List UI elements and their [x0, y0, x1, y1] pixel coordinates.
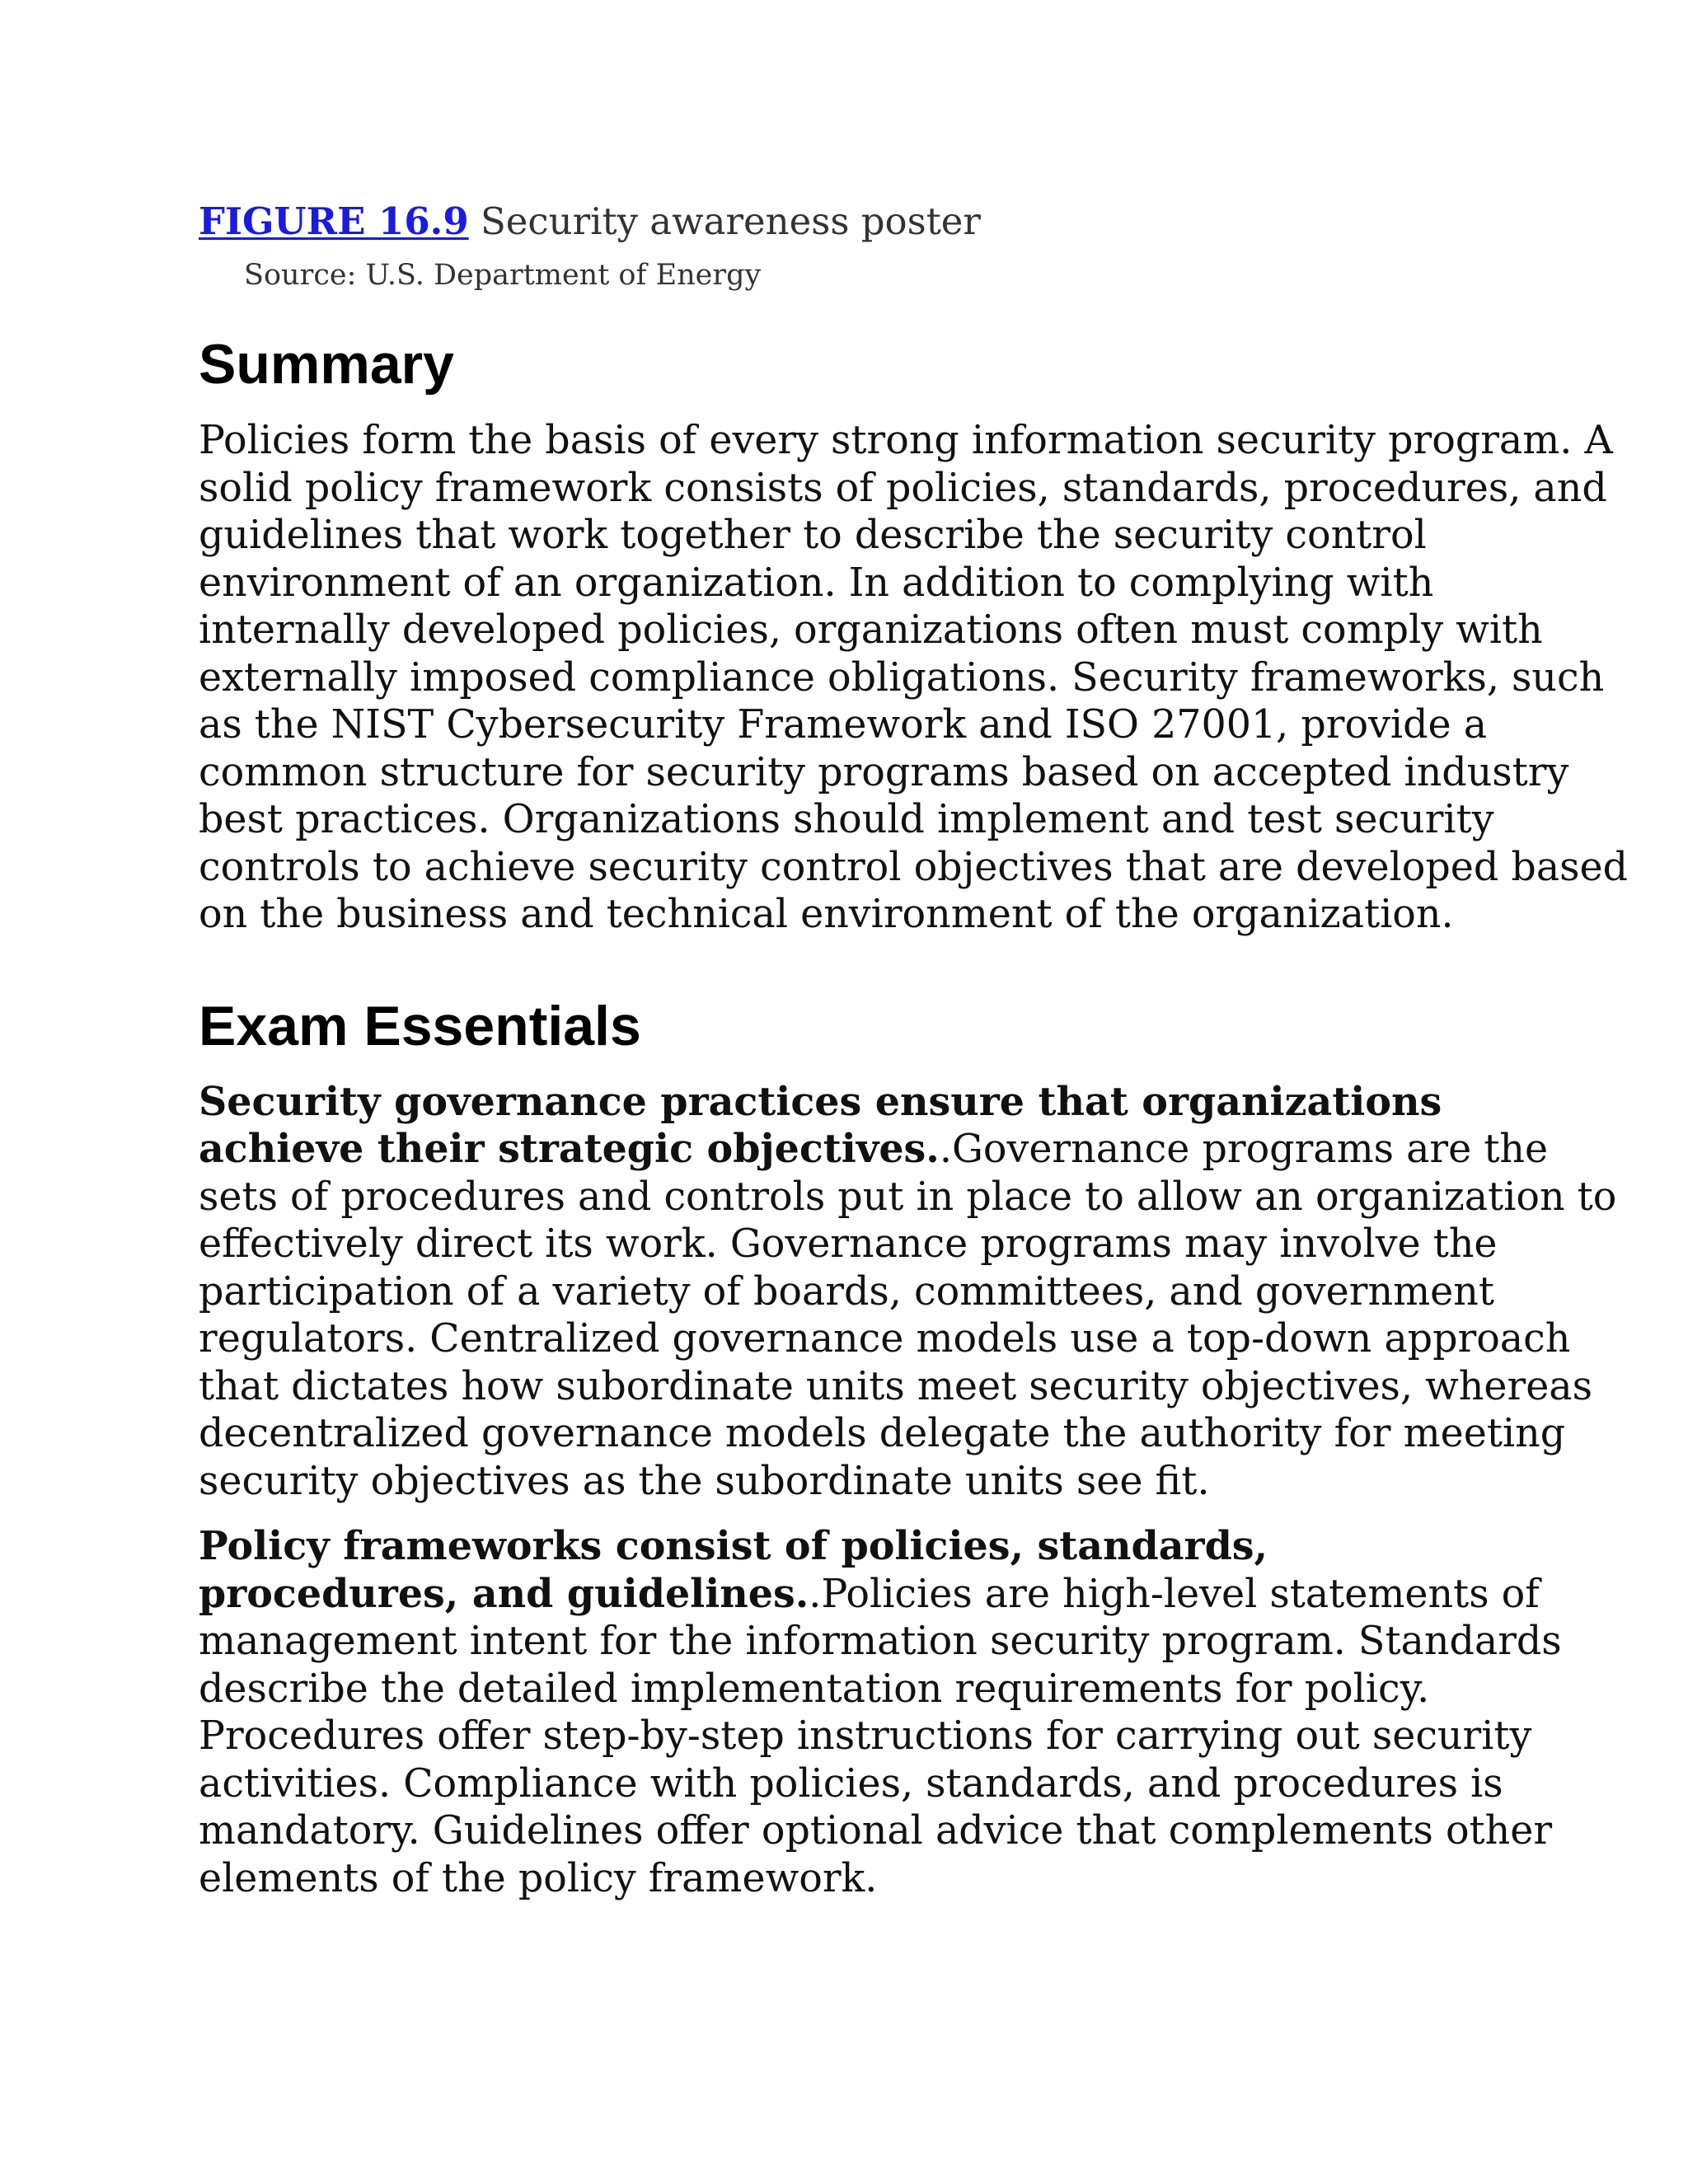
summary-line: as the NIST Cybersecurity Framework and ISO 27001, provide a	[199, 702, 1488, 748]
essential-line	[199, 1126, 1549, 1174]
essential-line: elements of the policy framework.	[199, 1855, 878, 1901]
essential-text: .Governance programs are the	[939, 1127, 1549, 1172]
essential-line: Procedures offer step-by-step instructions for carrying out security	[199, 1713, 1532, 1759]
summary-line: best practices. Organizations should implement and test security	[199, 797, 1494, 842]
essential-line: decentralized governance models delegate the authority for meeting	[199, 1411, 1566, 1456]
essential-line: mandatory. Guidelines offer optional advice that complements other	[199, 1808, 1553, 1854]
summary-line: solid policy framework consists of policies, standards, procedures, and	[199, 465, 1607, 511]
figure-title: Security awareness poster	[468, 199, 981, 243]
essential-line: that dictates how subordinate units meet security objectives, whereas	[199, 1363, 1593, 1409]
summary-paragraph	[199, 417, 1629, 939]
essential-line: activities. Compliance with policies, standards, and procedures is	[199, 1760, 1503, 1807]
essential-line: regulators. Centralized governance models use a top-down approach	[199, 1316, 1571, 1361]
exam-essentials-heading: Exam Essentials	[199, 994, 641, 1057]
document-page	[199, 194, 1629, 1902]
essential-governance	[199, 1078, 1617, 1506]
summary-line: internally developed policies, organizations often must comply with	[199, 607, 1543, 653]
figure-link[interactable]: FIGURE 16.9	[199, 199, 469, 243]
summary-line: controls to achieve security control objectives that are developed based	[199, 844, 1629, 890]
summary-line: environment of an organization. In addition to complying with	[199, 560, 1434, 606]
essential-line: security objectives as the subordinate units see fit.	[199, 1458, 1210, 1504]
essential-line: sets of procedures and controls put in place to allow an organization to	[199, 1174, 1617, 1220]
essential-policy-frameworks	[199, 1523, 1562, 1902]
essential-line	[199, 1570, 1540, 1619]
summary-line: Policies form the basis of every strong information security program. A	[199, 418, 1613, 463]
essential-title: procedures, and guidelines.	[199, 1570, 809, 1617]
essential-line: management intent for the information security program. Standards	[199, 1619, 1562, 1664]
summary-line: externally imposed compliance obligations. Security frameworks, such	[199, 654, 1605, 701]
summary-line: common structure for security programs based on accepted industry	[199, 749, 1569, 795]
summary-line: on the business and technical environment of the organization.	[199, 892, 1454, 937]
summary-heading: Summary	[199, 333, 454, 396]
summary-line: guidelines that work together to describe the security control	[199, 513, 1427, 558]
essential-title: Security governance practices ensure that organizations	[199, 1078, 1442, 1125]
essential-title: achieve their strategic objectives.	[199, 1126, 940, 1172]
essential-line: participation of a variety of boards, committees, and government	[199, 1268, 1494, 1315]
figure-source: Source: U.S. Department of Energy	[244, 259, 762, 292]
essential-line: effectively direct its work. Governance programs may involve the	[199, 1221, 1498, 1267]
essential-line: describe the detailed implementation requirements for policy.	[199, 1666, 1430, 1712]
figure-caption	[199, 194, 1501, 249]
essential-text: .Policies are high-level statements of	[809, 1571, 1540, 1617]
essential-title: Policy frameworks consist of policies, standards,	[199, 1523, 1268, 1569]
